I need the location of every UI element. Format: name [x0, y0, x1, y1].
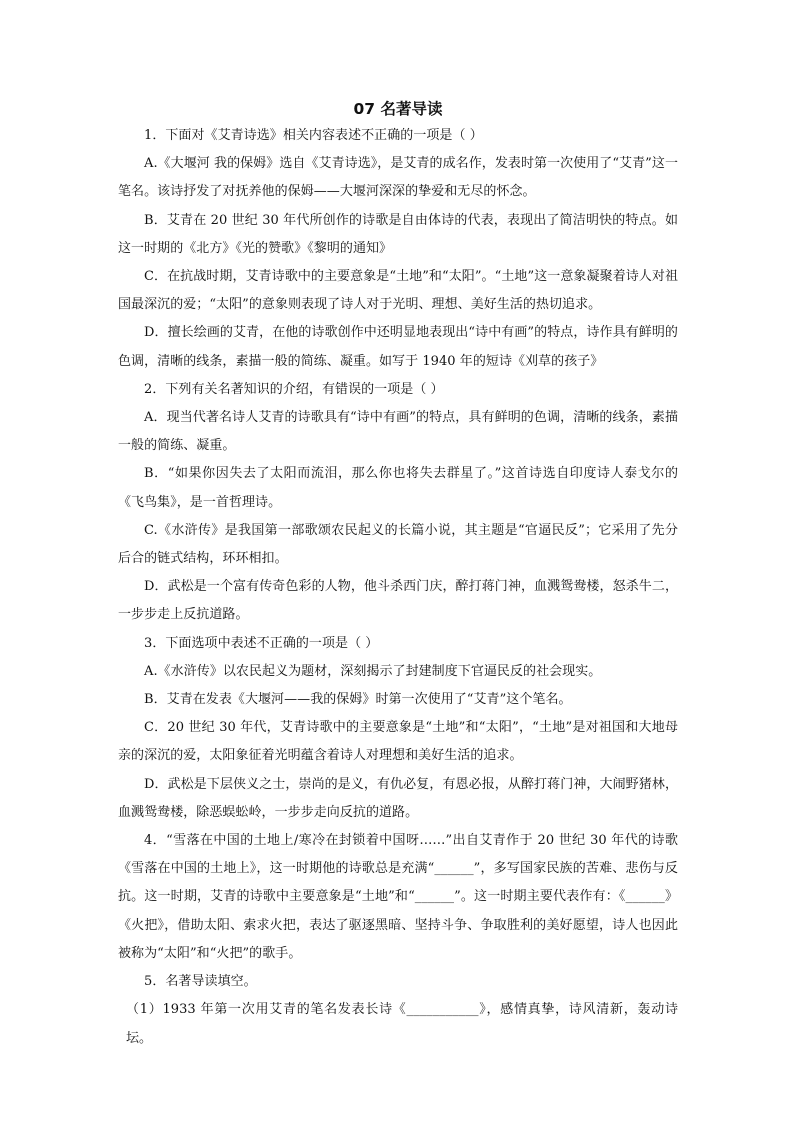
q5-subitem-1: （1）1933 年第一次用艾青的笔名发表长诗《___________》，感情真挚，诗风清新，轰动诗坛。: [126, 1002, 678, 1046]
q3-option-d: D．武松是下层侠义之士，崇尚的是义，有仇必复，有恩必报，从醉打蒋门神，大闹野猪林，血溅鸳鸯楼，除恶蜈蚣岭，一步步走向反抗的道路。: [118, 776, 678, 820]
q3-stem: 3．下面选项中表述不正确的一项是（ ）: [144, 635, 379, 651]
q2-option-d: D．武松是一个富有传奇色彩的人物，他斗杀西门庆，醉打蒋门神，血溅鸳鸯楼，怒杀牛二，一步步走上反抗道路。: [118, 579, 678, 623]
q5-stem: 5．名著导读填空。: [144, 974, 257, 990]
q1-option-a: A.《大堰河 我的保姆》选自《艾青诗选》，是艾青的成名作，发表时第一次使用了“艾青”这一笔名。该诗抒发了对抚养他的保姆——大堰河深深的挚爱和无尽的怀念。: [118, 156, 678, 200]
q1-stem: 1．下面对《艾青诗选》相关内容表述不正确的一项是（ ）: [144, 128, 483, 143]
q1-option-d: D．擅长绘画的艾青，在他的诗歌创作中还明显地表现出“诗中有画”的特点，诗作具有鲜明的色调，清晰的线条，素描一般的简练、凝重。如写于 1940 年的短诗《刈草的孩子》: [118, 325, 678, 369]
q2-option-a: A．现当代著名诗人艾青的诗歌具有“诗中有画”的特点，具有鲜明的色调，清晰的线条，素描一般的简练、凝重。: [118, 410, 678, 454]
q3-option-b: B．艾青在发表《大堰河——我的保姆》时第一次使用了“艾青”这个笔名。: [144, 692, 572, 708]
document-page: [118, 98, 678, 1053]
q3-option-a: A.《水浒传》以农民起义为题材，深刻揭示了封建制度下官逼民反的社会现实。: [144, 663, 602, 679]
q3-option-c: C．20 世纪 30 年代，艾青诗歌中的主要意象是“土地”和“太阳”，“土地”是对祖国和大地母亲的深沉的爱，太阳象征着光明蕴含着诗人对理想和美好生活的追求。: [118, 720, 678, 764]
q4-stem: 4．“雪落在中国的土地上/寒冷在封锁着中国呀……”出自艾青作于 20 世纪 30 年代的诗歌《雪落在中国的土地上》，这一时期他的诗歌总是充满“______”，多写国家民族的苦难、悲伤与反抗。这一时期，艾青的诗歌中主要意象是“土地”和“______”。这一时期主要代表作有：《______》《火把》，借助太阳、索求火把，表达了驱逐黑暗、坚持斗争、争取胜利的美好愿望，诗人也因此被称为“太阳”和“火把”的歌手。: [118, 833, 678, 961]
q1-option-b: B．艾青在 20 世纪 30 年代所创作的诗歌是自由体诗的代表，表现出了简洁明快的特点。如这一时期的《北方》《光的赞歌》《黎明的通知》: [118, 212, 678, 256]
q1-option-c: C．在抗战时期，艾青诗歌中的主要意象是“土地”和“太阳”。“土地”这一意象凝聚着诗人对祖国最深沉的爱；“太阳”的意象则表现了诗人对于光明、理想、美好生活的热切追求。: [118, 269, 678, 313]
q2-stem: 2．下列有关名著知识的介绍，有错误的一项是（ ）: [144, 381, 444, 397]
q2-option-c: C.《水浒传》是我国第一部歌颂农民起义的长篇小说，其主题是“官逼民反”；它采用了先分后合的链式结构，环环相扣。: [118, 522, 678, 567]
document-title: 07 名著导读: [353, 100, 443, 118]
q2-option-b: B．“如果你因失去了太阳而流泪，那么你也将失去群星了。”这首诗选自印度诗人泰戈尔的《飞鸟集》，是一首哲理诗。: [118, 466, 678, 510]
